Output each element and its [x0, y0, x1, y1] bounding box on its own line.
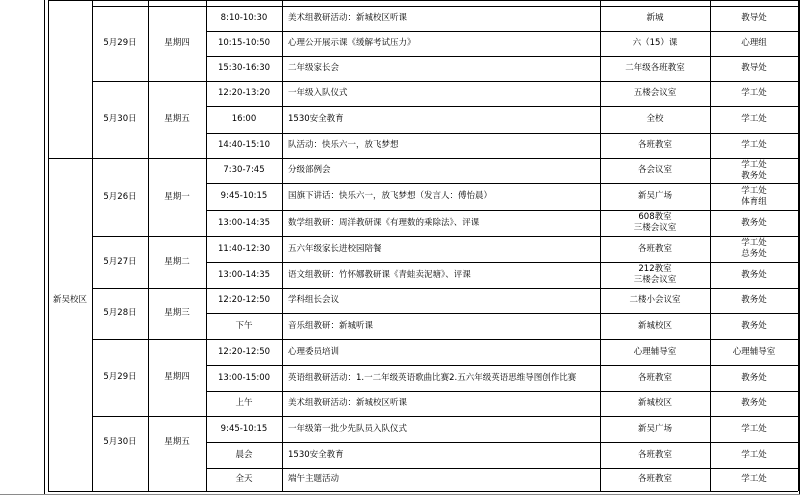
activity-cell: 心理委员培训 [288, 346, 340, 357]
time-cell: 12:20-12:50 [217, 346, 271, 357]
location-cell: 608教室 三楼会议室 [633, 212, 677, 233]
location-cell: 新吴广场 [637, 423, 672, 434]
location-cell: 心理辅导室 [633, 346, 677, 357]
dept-cell: 学工处 体育组 [741, 185, 767, 207]
activity-cell: 一年级入队仪式 [288, 88, 348, 99]
dept-cell: 学工处 [741, 449, 767, 460]
date-cell: 5月29日 [103, 372, 137, 383]
weekday-cell: 星期三 [164, 308, 190, 319]
location-cell: 二楼小会议室 [629, 295, 681, 306]
column-line [282, 0, 283, 491]
column-line [148, 0, 149, 491]
time-cell: 11:40-12:30 [217, 243, 271, 254]
time-cell: 9:45-10:15 [220, 423, 268, 434]
time-cell: 13:00-15:00 [217, 372, 271, 383]
campus-cell [48, 0, 92, 158]
location-cell: 六（15）课 [632, 38, 678, 49]
location-cell: 新城 [646, 13, 664, 24]
activity-cell: 1530安全教育 [288, 449, 344, 460]
time-cell: 13:00-14:35 [217, 217, 271, 228]
weekday-cell: 星期一 [164, 191, 190, 202]
dept-cell: 心理组 [741, 38, 767, 49]
location-cell: 新吴广场 [637, 191, 672, 202]
activity-cell: 国旗下讲话：快乐六一，放飞梦想（发言人：傅怡晨） [288, 191, 493, 202]
activity-cell: 五六年级家长进校园陪餐 [288, 243, 382, 254]
dept-cell: 教务处 [741, 217, 767, 228]
dept-cell: 教导处 [741, 13, 767, 24]
location-cell: 各班教室 [637, 372, 672, 383]
dept-cell: 教务处 [741, 269, 767, 280]
date-cell: 5月26日 [103, 191, 137, 202]
dept-cell: 学工处 [741, 423, 767, 434]
dept-cell: 教务处 [741, 372, 767, 383]
dept-cell: 教务处 [741, 398, 767, 409]
time-cell: 12:20-12:50 [217, 295, 271, 306]
activity-cell: 二年级家长会 [288, 63, 340, 74]
weekday-cell: 星期五 [164, 436, 190, 447]
time-cell: 14:40-15:10 [217, 140, 271, 151]
activity-cell: 音乐组教研：新城听课 [288, 320, 374, 331]
dept-cell: 教务处 [741, 320, 767, 331]
location-cell: 新城校区 [637, 320, 672, 331]
activity-cell: 学科组长会议 [288, 295, 340, 306]
dept-cell: 学工处 [741, 140, 767, 151]
activity-cell: 数学组教研：周洋教研课《有理数的乘除法》、评课 [288, 217, 480, 228]
date-cell: 5月30日 [103, 114, 137, 125]
time-cell: 上午 [235, 398, 253, 409]
column-line [48, 0, 49, 491]
weekday-cell: 星期五 [164, 114, 190, 125]
table-bottom-border [48, 491, 798, 492]
location-cell: 全校 [646, 114, 664, 125]
activity-cell: 美术组教研活动：新城校区听课 [288, 13, 408, 24]
activity-cell: 一年级第一批少先队员入队仪式 [288, 423, 408, 434]
date-cell: 5月30日 [103, 436, 137, 447]
column-line [600, 0, 601, 491]
location-cell: 新城校区 [637, 398, 672, 409]
dept-cell: 学工处 [741, 114, 767, 125]
dept-cell: 教务处 [741, 295, 767, 306]
location-cell: 各班教室 [637, 243, 672, 254]
dept-cell: 学工处 总务处 [741, 238, 767, 259]
time-cell: 12:20-13:20 [217, 88, 271, 99]
activity-cell: 端午主题活动 [288, 474, 340, 485]
location-cell: 二年级各班教室 [625, 63, 685, 74]
outer-left-border [44, 0, 45, 494]
dept-cell: 学工处 [741, 474, 767, 485]
location-cell: 各班教室 [637, 140, 672, 151]
activity-cell: 英语组教研活动：1.一二年级英语歌曲比赛2.五六年级英语思维导图创作比赛 [288, 372, 577, 383]
campus-divider [48, 0, 798, 1]
dept-cell: 学工处 [741, 88, 767, 99]
activity-cell: 语文组教研：竹怀娜教研课《青蛙卖泥塘》、评课 [288, 269, 471, 280]
weekday-cell: 星期二 [164, 256, 190, 267]
page-bottom-border [0, 494, 800, 495]
column-line [710, 0, 711, 491]
time-cell: 9:45-10:15 [220, 191, 268, 202]
campus-cell: 新吴校区 [52, 294, 87, 305]
activity-cell: 队活动：快乐六一，放飞梦想 [288, 140, 399, 151]
activity-cell: 美术组教研活动：新城校区听课 [288, 398, 408, 409]
time-cell: 下午 [235, 320, 253, 331]
activity-cell: 分级部例会 [288, 165, 331, 176]
dept-cell: 心理辅导室 [732, 346, 776, 357]
time-cell: 7:30-7:45 [223, 165, 265, 176]
time-cell: 8:10-10:30 [220, 13, 268, 24]
time-cell: 15:30-16:30 [217, 63, 271, 74]
weekday-cell: 星期四 [164, 38, 190, 49]
date-cell: 5月27日 [103, 256, 137, 267]
weekday-cell: 星期四 [164, 372, 190, 383]
dept-cell: 教导处 [741, 63, 767, 74]
time-cell: 全天 [235, 474, 253, 485]
location-cell: 各会议室 [637, 165, 672, 176]
date-cell: 5月28日 [103, 308, 137, 319]
column-line [206, 0, 207, 491]
location-cell: 各班教室 [637, 449, 672, 460]
column-line [92, 0, 93, 491]
location-cell: 212教室 三楼会议室 [633, 264, 677, 285]
time-cell: 16:00 [231, 114, 257, 125]
time-cell: 晨会 [235, 449, 253, 460]
time-cell: 10:15-10:50 [217, 38, 271, 49]
location-cell: 各班教室 [637, 474, 672, 485]
date-cell: 5月29日 [103, 38, 137, 49]
location-cell: 五楼会议室 [633, 88, 677, 99]
activity-cell: 心理公开展示课《缓解考试压力》 [288, 38, 416, 49]
dept-cell: 学工处 教务处 [741, 159, 767, 181]
activity-cell: 1530安全教育 [288, 114, 344, 125]
time-cell: 13:00-14:35 [217, 269, 271, 280]
